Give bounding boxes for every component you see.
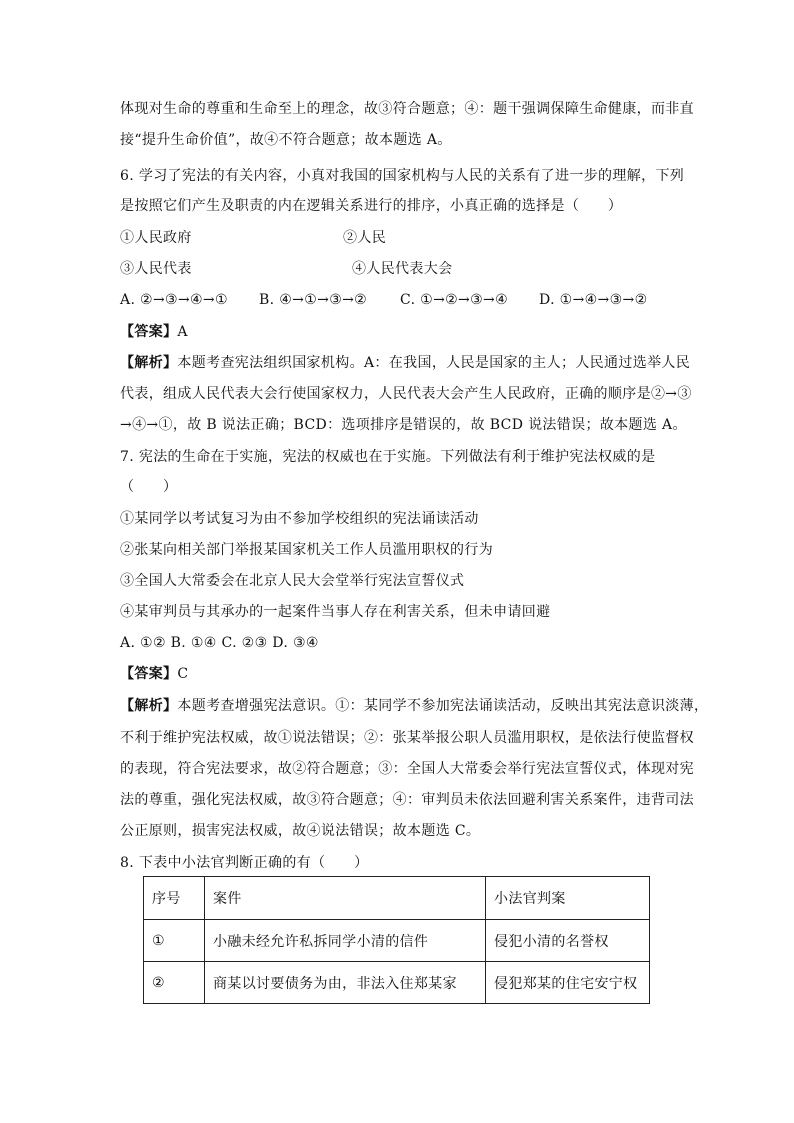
q8-stem: 8. 下表中小法官判断正确的有（ ） [120, 855, 369, 871]
q6-analysis-line-1 [120, 353, 690, 373]
answer-value: C [177, 666, 189, 682]
analysis-label: 【解析】 [120, 355, 178, 371]
q7-item-2: ②张某向相关部门举报某国家机关工作人员滥用职权的行为 [120, 542, 494, 558]
q6-analysis-line-2: 代表，组成人民代表大会行使国家权力，人民代表大会产生人民政府，正确的顺序是②→③ [120, 386, 692, 402]
q7-stem-line-2: （ ） [120, 479, 178, 495]
q7-item-3: ③全国人大常委会在北京人民大会堂举行宪法宣誓仪式 [120, 573, 465, 589]
q7-analysis-line-3: 的表现，符合宪法要求，故②符合题意；③：全国人大常委会举行宪法宣誓仪式，体现对宪 [120, 761, 694, 777]
table-cell: 商某以讨要债务为由，非法入住郑某家 [205, 962, 486, 1004]
q7-item-4: ④某审判员与其承办的一起案件当事人存在利害关系，但未申请回避 [120, 604, 551, 620]
table-cell: 侵犯小清的名誉权 [486, 920, 650, 962]
q7-analysis-line-5: 公正原则，损害宪法权威，故④说法错误；故本题选 C。 [120, 823, 481, 839]
q6-answer [120, 322, 188, 342]
q8-table [143, 876, 650, 1004]
q7-answer [120, 664, 188, 684]
table-cell: 小融未经允许私拆同学小清的信件 [205, 920, 486, 962]
q7-analysis-line-4: 法的尊重，强化宪法权威，故③符合题意；④：审判员未依法回避利害关系案件，违背司法 [120, 792, 694, 808]
table-row [144, 920, 650, 962]
answer-label: 【答案】 [120, 324, 178, 340]
table-cell: 侵犯郑某的住宅安宁权 [486, 962, 650, 1004]
table-header-cell: 序号 [144, 877, 205, 920]
table-header-cell: 小法官判案 [486, 877, 650, 920]
intro-line-1: 体现对生命的尊重和生命至上的理念，故③符合题意；④：题干强调保障生命健康，而非直 [120, 101, 694, 117]
q6-option-c: C. ①→②→③→④ [400, 292, 509, 308]
q7-analysis-line-1 [120, 696, 708, 716]
q7-options: A. ①② B. ①④ C. ②③ D. ③④ [120, 635, 319, 651]
q6-stem-line-2: 是按照它们产生及职责的内在逻辑关系进行的排序，小真正确的选择是（ ） [120, 198, 623, 214]
table-cell: ① [144, 920, 205, 962]
q6-option-d: D. ①→④→③→② [539, 292, 648, 308]
q6-stem-line-1: 6. 学习了宪法的有关内容，小真对我国的国家机构与人民的关系有了进一步的理解，下列 [120, 168, 685, 184]
q6-option-b: B. ④→①→③→② [259, 292, 368, 308]
q7-analysis-line-2: 不利于维护宪法权威，故①说法错误；②：张某举报公职人员滥用职权，是依法行使监督权 [120, 730, 694, 746]
q6-item-1: ①人民政府 [120, 230, 192, 246]
analysis-text: 本题考查增强宪法意识。①：某同学不参加宪法诵读活动，反映出其宪法意识淡薄， [177, 698, 709, 714]
answer-label: 【答案】 [120, 666, 178, 682]
table-header-row [144, 877, 650, 920]
q6-analysis-line-3: →④→①，故 B 说法正确；BCD：选项排序是错误的，故 BCD 说法错误；故本题选 A。 [120, 417, 687, 433]
q7-stem-line-1: 7. 宪法的生命在于实施，宪法的权威也在于实施。下列做法有利于维护宪法权威的是 [120, 449, 656, 465]
q6-item-3: ③人民代表 [120, 261, 192, 277]
analysis-label: 【解析】 [120, 698, 178, 714]
answer-value: A [177, 324, 188, 340]
q6-option-a: A. ②→③→④→① [120, 292, 228, 308]
analysis-text: 本题考查宪法组织国家机构。A：在我国，人民是国家的主人；人民通过选举人民 [177, 355, 691, 371]
table-header-cell: 案件 [205, 877, 486, 920]
intro-line-2: 接“提升生命价值”，故④不符合题意；故本题选 A。 [120, 132, 452, 148]
q6-item-2: ②人民 [343, 230, 387, 246]
q6-item-4: ④人民代表大会 [352, 261, 453, 277]
table-row [144, 962, 650, 1004]
q7-item-1: ①某同学以考试复习为由不参加学校组织的宪法诵读活动 [120, 511, 479, 527]
table-cell: ② [144, 962, 205, 1004]
